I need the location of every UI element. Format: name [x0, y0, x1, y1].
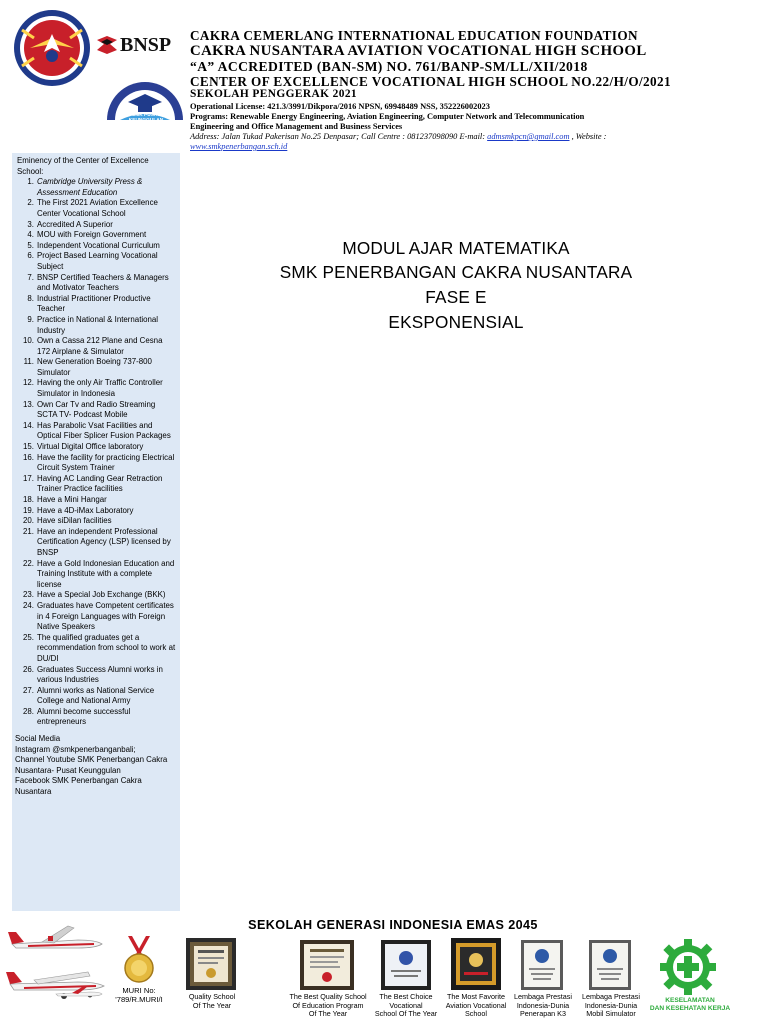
operational-license: Operational License: 421.3/3991/Dikpora/2016 NPSN, 69948489 NSS, 352226002023 — [190, 102, 490, 111]
eminency-list — [12, 177, 180, 728]
eminency-item-text: Graduates Success Alumni works in various Industries — [37, 664, 163, 685]
eminency-item-number: 8. — [27, 293, 34, 303]
mobil-simulator-award-icon — [589, 940, 631, 990]
eminency-item-text: Have a 4D-iMax Laboratory — [37, 505, 134, 515]
k3-gear-cross-icon — [655, 936, 721, 998]
eminency-item-number: 9. — [27, 314, 34, 324]
eminency-item — [12, 357, 180, 378]
eminency-item-text: Having the only Air Traffic Controller Simulator in Indonesia — [37, 378, 163, 399]
eminency-item-text: Alumni works as National Service College and National Army — [37, 685, 155, 706]
eminency-item-number: 22. — [23, 558, 34, 568]
best-quality-award-icon — [300, 940, 354, 990]
k3-caption — [640, 997, 740, 1012]
eminency-item — [12, 421, 180, 442]
eminency-item-text: MOU with Foreign Government — [37, 230, 147, 240]
eminency-item-text: Having AC Landing Gear Retraction Trainer Practice facilities — [37, 473, 163, 494]
website-link[interactable]: www.smkpenerbangan.sch.id — [190, 142, 288, 151]
school-title: SMK PENERBANGAN CAKRA NUSANTARA — [279, 262, 633, 282]
email-link[interactable]: admsmkpcn@gmail.com — [487, 132, 570, 141]
small-plane-icon — [56, 986, 102, 996]
eminency-item-number: 26. — [23, 664, 34, 674]
eminency-item-number: 7. — [27, 272, 34, 282]
eminency-item-text: Alumni become successful entrepreneurs — [37, 706, 131, 727]
eminency-item-number: 6. — [27, 251, 34, 261]
eminency-item-number: 2. — [27, 198, 34, 208]
eminency-item-text: Industrial Practitioner Productive Teacher — [37, 293, 151, 314]
eminency-item-text: Have an independent Professional Certification Agency (LSP) licensed by BNSP — [37, 526, 171, 557]
eminency-item-number: 1. — [27, 177, 34, 187]
eminency-item-number: 19. — [23, 505, 34, 515]
award-caption-line: Lembaga Prestasi — [514, 992, 572, 1001]
best-choice-award-icon — [381, 940, 431, 990]
eminency-item-number: 28. — [23, 706, 34, 716]
cassa-plane-icon — [8, 922, 108, 962]
award-caption-line: School — [465, 1009, 487, 1019]
eminency-item — [12, 177, 180, 198]
eminency-item — [12, 527, 180, 559]
award-caption-line: Quality School — [188, 992, 236, 1001]
bnsp-logo-text: BNSP — [120, 34, 172, 56]
eminency-item-text: BNSP Certified Teachers & Managers and Motivator Teachers — [37, 272, 169, 293]
award-caption-line: Of The Year — [192, 1000, 232, 1010]
eminency-item — [12, 516, 180, 527]
eminency-item-text: The First 2021 Aviation Excellence Center Vocational School — [37, 198, 158, 218]
award-caption-line: Vocational — [389, 1000, 423, 1010]
eminency-item-number: 18. — [23, 495, 34, 504]
pusat-logo-text: SMK PUSAT KEUNGGULAN — [128, 113, 164, 123]
eminency-item — [12, 400, 180, 421]
eminency-item-number: 11. — [23, 357, 34, 367]
award-caption-4 — [436, 993, 516, 1019]
eminency-item-number: 13. — [23, 399, 34, 409]
sidebar-title: Eminency of the Center of Excellence School: — [17, 156, 149, 176]
k3-caption-line-2: DAN KESEHATAN KERJA — [649, 1004, 731, 1012]
eminency-item-text: Has Parabolic Vsat Facilities and Optical Fiber Splicer Fusion Packages — [37, 420, 171, 441]
phase-title: FASE E — [425, 287, 487, 307]
award-caption-line: The Best Choice — [379, 992, 433, 1001]
award-caption-line: The Most Favorite — [447, 992, 505, 1001]
pusat-keunggulan-logo — [104, 78, 186, 122]
eminency-item-number: 14. — [23, 420, 34, 430]
eminency-item-text: Accredited A Superior — [37, 219, 113, 229]
award-caption-line: Aviation Vocational — [445, 1000, 507, 1010]
eminency-item-text: Own a Cassa 212 Plane and Cesna 172 Airplane & Simulator — [37, 336, 163, 356]
muri-line-2: '789/R.MURI/I — [115, 995, 163, 1004]
eminency-item — [12, 590, 180, 601]
sekolah-penggerak: SEKOLAH PENGGERAK 2021 — [190, 88, 358, 100]
eminency-item-text: Own Car Tv and Radio Streaming SCTA TV- Podcast Mobile — [37, 399, 156, 420]
eminency-item-text: New Generation Boeing 737-800 Simulator — [37, 357, 152, 377]
website-line — [190, 142, 287, 151]
eminency-item — [12, 241, 180, 252]
eminency-item-text: Virtual Digital Office laboratory — [37, 442, 144, 452]
award-caption-line: School Of The Year — [374, 1009, 438, 1019]
address-text: Address: Jalan Tukad Pakerisan No.25 Denpasar; Call Centre : 081237098090 E-mail: — [190, 132, 488, 141]
eminency-item-number: 5. — [27, 240, 34, 250]
accreditation: “A” ACCREDITED (BAN-SM) NO. 761/BANP-SM/LL/XII/2018 — [190, 59, 588, 74]
eminency-item-text: Have a Special Job Exchange (BKK) — [37, 590, 166, 600]
eminency-item — [12, 198, 180, 219]
eminency-item-text: Have a Gold Indonesian Education and Training Institute with a complete license — [37, 558, 175, 589]
programs-line-2: Engineering and Office Management and Business Services — [190, 122, 403, 131]
eminency-item — [12, 442, 180, 453]
eminency-item-number: 20. — [23, 516, 34, 526]
award-caption-5 — [508, 993, 578, 1019]
eminency-item — [12, 220, 180, 231]
eminency-item — [12, 601, 180, 633]
eminency-item — [12, 378, 180, 399]
k3-award-icon — [521, 940, 563, 990]
award-caption-6 — [576, 993, 646, 1019]
eminency-item-number: 21. — [23, 526, 34, 536]
eminency-item-text: Cambridge University Press & Assessment Education — [37, 177, 143, 197]
eminency-item — [12, 453, 180, 474]
eminency-item — [12, 665, 180, 686]
eminency-item-number: 25. — [23, 632, 34, 642]
award-caption-line: The Best Quality School — [289, 992, 367, 1001]
eminency-item-number: 4. — [27, 230, 34, 240]
eminency-item-number: 16. — [23, 452, 34, 462]
social-instagram: Instagram @smkpenerbanganbali; — [15, 744, 136, 754]
social-youtube: Channel Youtube SMK Penerbangan Cakra Nusantara- Pusat Keunggulan — [15, 755, 168, 775]
quality-school-award-icon — [186, 938, 236, 990]
eminency-item — [12, 495, 180, 506]
eminency-item — [12, 273, 180, 294]
school-name: CAKRA NUSANTARA AVIATION VOCATIONAL HIGH SCHOOL — [190, 43, 647, 59]
topic-title: EKSPONENSIAL — [388, 312, 524, 332]
module-title: MODUL AJAR MATEMATIKA — [342, 238, 570, 258]
muri-caption — [104, 986, 174, 1004]
eminency-item-text: Graduates have Competent certificates in 4 Foreign Languages with Foreign Native Speakers — [37, 600, 174, 632]
address-line — [190, 132, 606, 141]
eminency-item-number: 24. — [23, 600, 34, 610]
eminency-item-text: Independent Vocational Curriculum — [37, 240, 160, 250]
eminency-item-text: The qualified graduates get a recommendation from school to work at DU/DI — [37, 632, 176, 663]
center-of-excellence: CENTER OF EXCELLENCE VOCATIONAL HIGH SCHOOL NO.22/H/O/2021 — [190, 74, 672, 89]
eminency-item — [12, 230, 180, 241]
muri-medal-icon — [118, 936, 160, 984]
eminency-item — [12, 707, 180, 728]
eminency-item-number: 27. — [23, 685, 34, 695]
eminency-item — [12, 251, 180, 272]
award-caption-line: Indonesia-Dunia — [584, 1000, 638, 1010]
eminency-item-number: 10. — [23, 336, 34, 346]
social-facebook: Facebook SMK Penerbangan Cakra Nusantara — [15, 776, 142, 797]
website-label: , Website : — [569, 132, 607, 141]
eminency-item-number: 12. — [23, 378, 34, 388]
eminency-item-number: 15. — [23, 442, 34, 452]
eminency-sidebar — [12, 153, 180, 911]
eminency-item-text: Have a Mini Hangar — [37, 495, 107, 504]
social-media-block — [12, 734, 180, 798]
k3-caption-line-1: KESELAMATAN — [665, 997, 715, 1004]
slogan: SEKOLAH GENERASI INDONESIA EMAS 2045 — [248, 918, 538, 932]
eminency-item-text: Have the facility for practicing Electrical Circuit System Trainer — [37, 452, 175, 473]
eminency-item-number: 17. — [23, 473, 34, 483]
award-caption-line: Of Education Program — [292, 1000, 364, 1010]
eminency-item-number: 23. — [23, 590, 34, 600]
award-caption-line: Mobil Simulator — [586, 1009, 636, 1019]
eminency-item — [12, 559, 180, 591]
eminency-item — [12, 294, 180, 315]
award-caption-line: Lembaga Prestasi — [582, 992, 640, 1001]
eminency-item-text: Project Based Learning Vocational Subject — [37, 251, 158, 271]
eminency-item-text: Have siDilan facilities — [37, 516, 112, 526]
award-caption-line: Of The Year — [308, 1009, 348, 1019]
bnsp-logo — [96, 34, 184, 56]
school-logo — [12, 8, 92, 88]
eminency-item — [12, 633, 180, 665]
award-caption-line: Penerapan K3 — [520, 1009, 566, 1019]
bnsp-emblem-icon — [96, 34, 118, 56]
most-favorite-award-icon — [451, 938, 501, 990]
eminency-item-number: 3. — [27, 219, 34, 229]
award-caption-1 — [176, 993, 248, 1010]
social-title: Social Media — [15, 734, 61, 744]
eminency-item — [12, 336, 180, 357]
eminency-item — [12, 686, 180, 707]
programs-line-1: Programs: Renewable Energy Engineering, Aviation Engineering, Computer Network and Telecommunication — [190, 112, 585, 121]
muri-line-1: MURI No: — [122, 986, 156, 995]
eminency-item — [12, 474, 180, 495]
eminency-item — [12, 506, 180, 517]
eminency-item — [12, 315, 180, 336]
award-caption-line: Indonesia-Dunia — [516, 1000, 570, 1010]
foundation-name: CAKRA CEMERLANG INTERNATIONAL EDUCATION FOUNDATION — [190, 28, 638, 43]
eminency-item-text: Practice in National & International Industry — [37, 314, 159, 335]
